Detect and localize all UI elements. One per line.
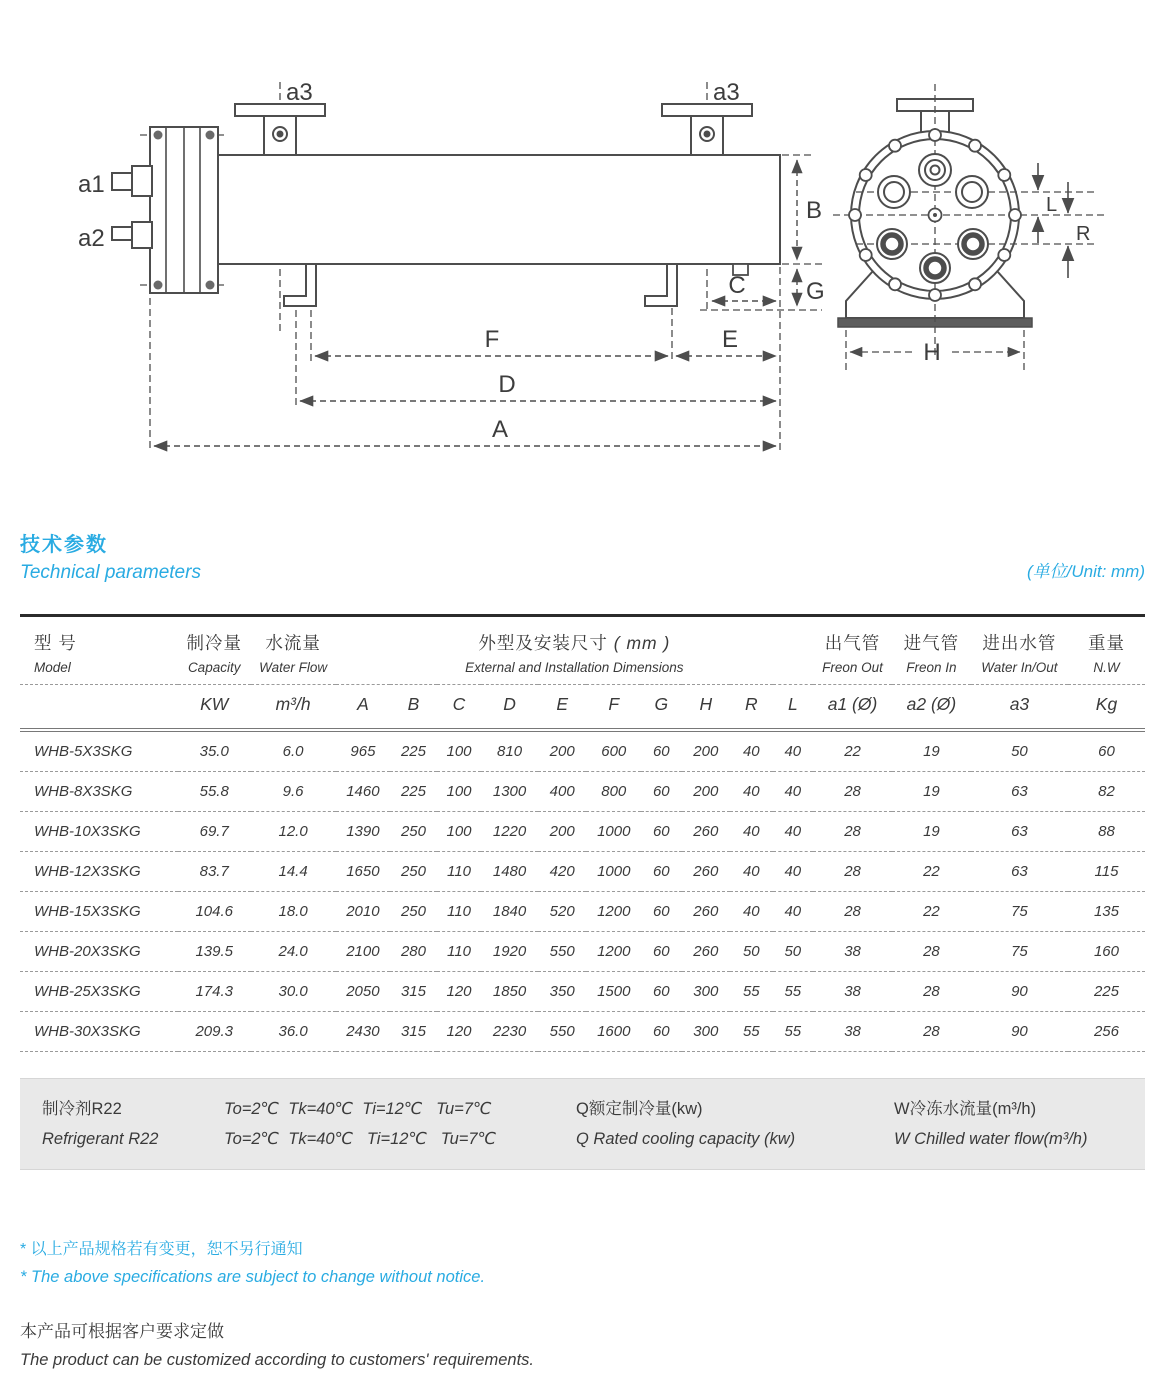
refrigerant-cn: 制冷剂R22 <box>42 1100 122 1118</box>
cell-dim-l: 40 <box>773 892 814 932</box>
cell-dim-h: 260 <box>682 932 731 972</box>
label-a3-right: a3 <box>713 79 740 106</box>
cell-a1: 38 <box>813 932 892 972</box>
cell-dim-l: 55 <box>773 972 814 1012</box>
cell-dim-b: 250 <box>390 812 437 852</box>
unit-dim-c: C <box>437 685 482 731</box>
unit-a1: a1 (Ø) <box>813 685 892 731</box>
cell-dim-d: 1480 <box>481 852 538 892</box>
cell-dim-h: 300 <box>682 1012 731 1052</box>
dims-header-en: External and Installation Dimensions <box>465 660 684 675</box>
cell-model: WHB-8X3SKG <box>20 772 178 812</box>
section-title-cn: 技术参数 <box>20 534 108 556</box>
table-row <box>20 1012 1145 1052</box>
top-bracket-right <box>662 104 752 155</box>
support-foot-left <box>284 264 316 306</box>
label-a2: a2 <box>78 225 105 252</box>
cell-dim-r: 40 <box>730 730 772 772</box>
unit-dim-r: R <box>730 685 772 731</box>
cell-a3: 63 <box>971 852 1068 892</box>
cell-a2: 22 <box>892 852 971 892</box>
unit-kg: Kg <box>1068 685 1145 731</box>
flow-header-cn: 水流量 <box>265 633 321 653</box>
cell-dim-d: 1850 <box>481 972 538 1012</box>
model-header-en: Model <box>34 660 71 675</box>
water-header-cn: 进出水管 <box>982 633 1057 653</box>
cell-dim-c: 110 <box>437 932 482 972</box>
water-header-en: Water In/Out <box>981 660 1058 675</box>
label-dim-e: E <box>721 326 739 353</box>
conditions-row-en <box>42 1124 1123 1154</box>
table-body <box>20 730 1145 1052</box>
conditions-row-cn <box>42 1094 1123 1124</box>
cell-dim-a: 2010 <box>336 892 391 932</box>
table-row <box>20 892 1145 932</box>
cell-a2: 19 <box>892 772 971 812</box>
cell-flow: 12.0 <box>251 812 336 852</box>
cell-dim-r: 50 <box>730 932 772 972</box>
heat-exchanger-drawing <box>0 0 1165 500</box>
capacity-header-cn: 制冷量 <box>186 633 242 653</box>
cell-dim-c: 120 <box>437 1012 482 1052</box>
cell-dim-a: 1650 <box>336 852 391 892</box>
cell-dim-h: 200 <box>682 730 731 772</box>
cell-dim-l: 40 <box>773 852 814 892</box>
cell-a1: 28 <box>813 852 892 892</box>
note-customization <box>20 1317 1145 1370</box>
cell-a3: 90 <box>971 972 1068 1012</box>
table-row <box>20 812 1145 852</box>
cell-weight: 256 <box>1068 1012 1145 1052</box>
top-bracket-left <box>235 104 325 155</box>
label-dim-r: R <box>1076 223 1091 245</box>
note-customization-cn: 本产品可根据客户要求定做 <box>20 1322 224 1341</box>
cell-flow: 18.0 <box>251 892 336 932</box>
label-dim-d: D <box>498 371 516 398</box>
cell-model: WHB-10X3SKG <box>20 812 178 852</box>
flow-header-en: Water Flow <box>259 660 328 675</box>
cell-a3: 50 <box>971 730 1068 772</box>
cell-weight: 88 <box>1068 812 1145 852</box>
cell-weight: 115 <box>1068 852 1145 892</box>
cell-dim-a: 2430 <box>336 1012 391 1052</box>
cell-dim-r: 40 <box>730 772 772 812</box>
cell-a2: 28 <box>892 932 971 972</box>
w-definition-cn: W冷冻水流量(m³/h) <box>894 1100 1037 1118</box>
cell-a3: 75 <box>971 892 1068 932</box>
unit-capacity: KW <box>178 685 251 731</box>
cell-dim-h: 200 <box>682 772 731 812</box>
label-dim-h: H <box>923 339 941 366</box>
cell-dim-a: 1460 <box>336 772 391 812</box>
cell-dim-g: 60 <box>641 772 681 812</box>
section-title <box>20 528 201 584</box>
cell-dim-e: 400 <box>538 772 587 812</box>
weight-header-en: N.W <box>1093 660 1120 675</box>
unit-dim-g: G <box>641 685 681 731</box>
cell-a2: 28 <box>892 972 971 1012</box>
col-header-water <box>971 616 1068 685</box>
cell-capacity: 69.7 <box>178 812 251 852</box>
cell-dim-a: 1390 <box>336 812 391 852</box>
unit-flow: m³/h <box>251 685 336 731</box>
cell-dim-g: 60 <box>641 1012 681 1052</box>
unit-dim-a: A <box>336 685 391 731</box>
model-header-cn: 型 号 <box>34 633 77 653</box>
cell-dim-c: 120 <box>437 972 482 1012</box>
cell-capacity: 174.3 <box>178 972 251 1012</box>
note-specifications-en: * The above specifications are subject to change without notice. <box>20 1268 486 1286</box>
cell-a1: 28 <box>813 772 892 812</box>
cell-dim-e: 200 <box>538 730 587 772</box>
cell-dim-c: 110 <box>437 892 482 932</box>
cell-dim-c: 110 <box>437 852 482 892</box>
label-dim-a: A <box>491 416 509 443</box>
label-dim-g: G <box>806 278 825 305</box>
cell-a2: 19 <box>892 730 971 772</box>
cell-dim-f: 1000 <box>586 852 641 892</box>
col-header-freon-in <box>892 616 971 685</box>
cell-a1: 28 <box>813 892 892 932</box>
cell-dim-r: 40 <box>730 812 772 852</box>
label-dim-b: B <box>806 197 823 224</box>
cell-dim-g: 60 <box>641 932 681 972</box>
cell-capacity: 209.3 <box>178 1012 251 1052</box>
cell-a2: 19 <box>892 812 971 852</box>
cell-dim-e: 550 <box>538 932 587 972</box>
cell-weight: 160 <box>1068 932 1145 972</box>
cell-dim-h: 260 <box>682 812 731 852</box>
unit-model <box>20 685 178 731</box>
unit-dim-f: F <box>586 685 641 731</box>
cell-dim-f: 1000 <box>586 812 641 852</box>
q-definition-en: Q Rated cooling capacity (kw) <box>576 1130 796 1148</box>
label-dim-c: C <box>728 272 746 299</box>
table-row <box>20 932 1145 972</box>
technical-drawing <box>0 0 1165 500</box>
cell-a1: 28 <box>813 812 892 852</box>
cell-dim-a: 2050 <box>336 972 391 1012</box>
table-row <box>20 772 1145 812</box>
cell-dim-f: 800 <box>586 772 641 812</box>
cell-dim-f: 1500 <box>586 972 641 1012</box>
cell-a2: 22 <box>892 892 971 932</box>
table-header-row <box>20 616 1145 685</box>
cell-dim-a: 2100 <box>336 932 391 972</box>
cell-weight: 225 <box>1068 972 1145 1012</box>
cell-dim-b: 250 <box>390 892 437 932</box>
head-flange <box>150 127 218 293</box>
dims-header-cn: 外型及安装尺寸 ( mm ) <box>478 633 671 653</box>
label-dim-l: L <box>1046 194 1058 216</box>
side-view-drawing <box>78 79 825 452</box>
support-foot-right <box>645 264 677 306</box>
cell-dim-d: 1300 <box>481 772 538 812</box>
cell-dim-l: 40 <box>773 812 814 852</box>
cell-capacity: 35.0 <box>178 730 251 772</box>
conditions-values-en: To=2℃ Tk=40℃ Ti=12℃ Tu=7℃ <box>224 1130 497 1148</box>
cell-dim-e: 520 <box>538 892 587 932</box>
freon-in-header-en: Freon In <box>906 660 957 675</box>
refrigerant-en: Refrigerant R22 <box>42 1130 159 1148</box>
cell-dim-g: 60 <box>641 892 681 932</box>
cell-dim-e: 420 <box>538 852 587 892</box>
cell-flow: 24.0 <box>251 932 336 972</box>
unit-a3: a3 <box>971 685 1068 731</box>
cell-dim-a: 965 <box>336 730 391 772</box>
cell-weight: 82 <box>1068 772 1145 812</box>
cell-dim-f: 1200 <box>586 932 641 972</box>
cell-flow: 9.6 <box>251 772 336 812</box>
cell-a1: 22 <box>813 730 892 772</box>
cell-capacity: 104.6 <box>178 892 251 932</box>
cell-dim-g: 60 <box>641 812 681 852</box>
cell-dim-c: 100 <box>437 772 482 812</box>
cell-model: WHB-5X3SKG <box>20 730 178 772</box>
cell-dim-d: 1840 <box>481 892 538 932</box>
table-row <box>20 730 1145 772</box>
cell-dim-r: 55 <box>730 1012 772 1052</box>
cell-a1: 38 <box>813 1012 892 1052</box>
col-header-dimensions <box>336 616 814 685</box>
cell-dim-e: 350 <box>538 972 587 1012</box>
cell-model: WHB-20X3SKG <box>20 932 178 972</box>
unit-dim-e: E <box>538 685 587 731</box>
col-header-flow <box>251 616 336 685</box>
cell-capacity: 139.5 <box>178 932 251 972</box>
cell-dim-d: 1220 <box>481 812 538 852</box>
cell-dim-l: 50 <box>773 932 814 972</box>
table-units-row <box>20 685 1145 731</box>
cell-weight: 135 <box>1068 892 1145 932</box>
freon-in-header-cn: 进气管 <box>903 633 960 653</box>
cell-dim-g: 60 <box>641 852 681 892</box>
cell-dim-c: 100 <box>437 812 482 852</box>
unit-dim-h: H <box>682 685 731 731</box>
cell-dim-l: 40 <box>773 772 814 812</box>
label-a3-left: a3 <box>286 79 313 106</box>
cell-dim-f: 1200 <box>586 892 641 932</box>
cell-a3: 75 <box>971 932 1068 972</box>
unit-dim-d: D <box>481 685 538 731</box>
cell-dim-r: 40 <box>730 892 772 932</box>
cell-dim-b: 315 <box>390 1012 437 1052</box>
col-header-model <box>20 616 178 685</box>
freon-out-header-en: Freon Out <box>822 660 883 675</box>
cell-dim-e: 550 <box>538 1012 587 1052</box>
cell-dim-e: 200 <box>538 812 587 852</box>
cell-a1: 38 <box>813 972 892 1012</box>
table-row <box>20 972 1145 1012</box>
shell-body <box>217 155 780 264</box>
cell-capacity: 83.7 <box>178 852 251 892</box>
freon-in-port <box>112 222 152 248</box>
cell-dim-g: 60 <box>641 730 681 772</box>
cell-dim-g: 60 <box>641 972 681 1012</box>
cell-a3: 63 <box>971 772 1068 812</box>
cell-dim-h: 260 <box>682 892 731 932</box>
cell-dim-d: 810 <box>481 730 538 772</box>
unit-dim-l: L <box>773 685 814 731</box>
cell-dim-c: 100 <box>437 730 482 772</box>
end-view-drawing <box>833 84 1108 372</box>
col-header-weight <box>1068 616 1145 685</box>
cell-flow: 36.0 <box>251 1012 336 1052</box>
cell-dim-b: 280 <box>390 932 437 972</box>
unit-dim-b: B <box>390 685 437 731</box>
note-specifications <box>20 1236 1145 1287</box>
cell-dim-b: 225 <box>390 730 437 772</box>
capacity-header-en: Capacity <box>187 660 241 675</box>
col-header-freon-out <box>813 616 892 685</box>
weight-header-cn: 重量 <box>1087 633 1125 653</box>
cell-dim-b: 315 <box>390 972 437 1012</box>
cell-a2: 28 <box>892 1012 971 1052</box>
cell-dim-h: 260 <box>682 852 731 892</box>
q-definition-cn: Q额定制冷量(kw) <box>576 1100 703 1118</box>
w-definition-en: W Chilled water flow(m³/h) <box>894 1130 1088 1148</box>
cell-a3: 63 <box>971 812 1068 852</box>
cell-dim-r: 55 <box>730 972 772 1012</box>
section-title-block <box>20 528 1145 584</box>
unit-note: (单位/Unit: mm) <box>1026 562 1145 581</box>
cell-model: WHB-15X3SKG <box>20 892 178 932</box>
conditions-box <box>20 1078 1145 1170</box>
cell-dim-l: 55 <box>773 1012 814 1052</box>
cell-dim-f: 1600 <box>586 1012 641 1052</box>
col-header-capacity <box>178 616 251 685</box>
cell-flow: 6.0 <box>251 730 336 772</box>
cell-dim-h: 300 <box>682 972 731 1012</box>
cell-model: WHB-30X3SKG <box>20 1012 178 1052</box>
cell-dim-d: 2230 <box>481 1012 538 1052</box>
cell-dim-b: 250 <box>390 852 437 892</box>
note-specifications-cn: * 以上产品规格若有变更，恕不另行通知 <box>20 1241 303 1258</box>
cell-a3: 90 <box>971 1012 1068 1052</box>
label-a1: a1 <box>78 171 105 198</box>
cell-model: WHB-12X3SKG <box>20 852 178 892</box>
freon-out-port <box>112 166 152 196</box>
spec-table <box>20 614 1145 1052</box>
label-dim-f: F <box>484 326 500 353</box>
unit-a2: a2 (Ø) <box>892 685 971 731</box>
cell-dim-b: 225 <box>390 772 437 812</box>
conditions-values-cn: To=2℃ Tk=40℃ Ti=12℃ Tu=7℃ <box>224 1100 492 1118</box>
section-title-en: Technical parameters <box>20 562 201 583</box>
cell-capacity: 55.8 <box>178 772 251 812</box>
cell-flow: 14.4 <box>251 852 336 892</box>
cell-dim-f: 600 <box>586 730 641 772</box>
table-row <box>20 852 1145 892</box>
freon-out-header-cn: 出气管 <box>824 633 881 653</box>
cell-weight: 60 <box>1068 730 1145 772</box>
cell-flow: 30.0 <box>251 972 336 1012</box>
cell-dim-r: 40 <box>730 852 772 892</box>
cell-dim-d: 1920 <box>481 932 538 972</box>
note-customization-en: The product can be customized according to customers' requirements. <box>20 1351 534 1369</box>
cell-dim-l: 40 <box>773 730 814 772</box>
cell-model: WHB-25X3SKG <box>20 972 178 1012</box>
